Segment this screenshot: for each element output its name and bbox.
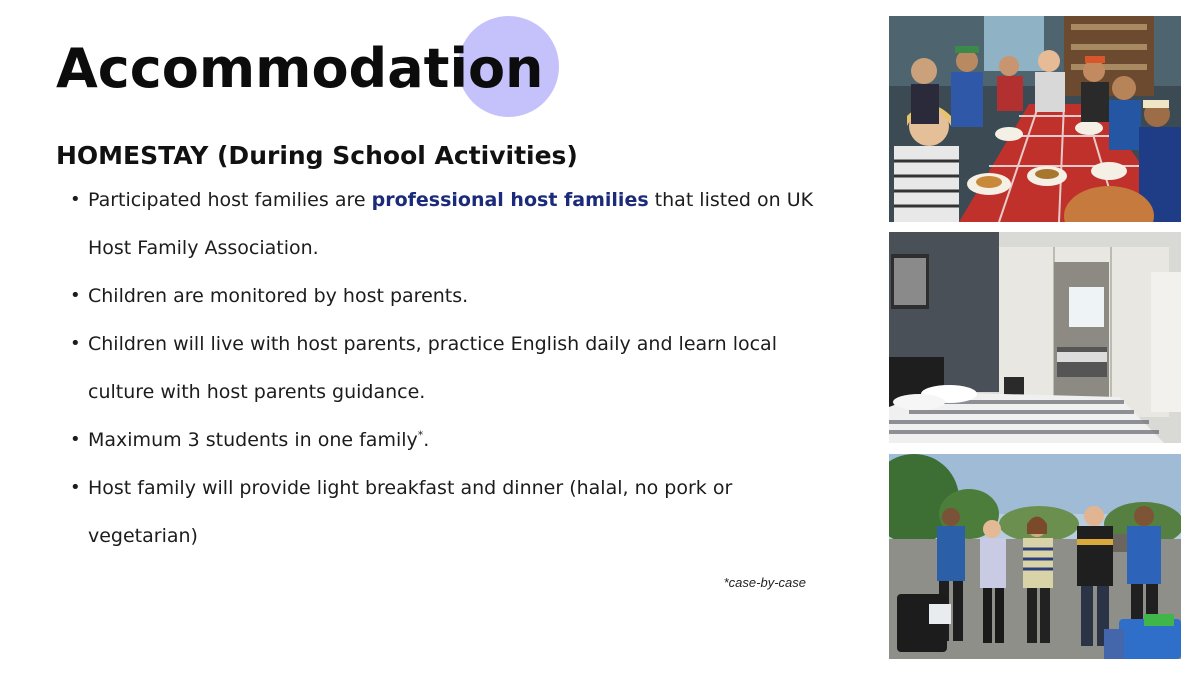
- bullet-text: Children are monitored by host parents.: [88, 285, 469, 307]
- photo-bedroom: [889, 232, 1181, 443]
- bullet-text: Children will live with host parents, practice English daily and learn local culture with host parents guidance.: [88, 333, 777, 403]
- bullet-item: [70, 176, 840, 272]
- photo-dinner-table: [889, 16, 1181, 222]
- highlighted-text: professional host families: [371, 189, 649, 211]
- bullet-text: that listed on UK Host Family Association.: [88, 189, 814, 259]
- bullet-item: [70, 320, 840, 416]
- footnote: *case-by-case: [723, 575, 806, 590]
- page-title: Accommodation: [56, 37, 544, 100]
- bullet-item: [70, 416, 840, 464]
- bullet-item: [70, 464, 840, 560]
- bullet-text: Participated host families are: [88, 189, 372, 211]
- bullet-text: Maximum 3 students in one family: [88, 429, 418, 451]
- bullet-item: [70, 272, 840, 320]
- bullet-list: [70, 176, 840, 560]
- photo-group: [889, 454, 1181, 659]
- footnote-marker: *: [417, 428, 424, 442]
- section-subtitle: HOMESTAY (During School Activities): [56, 141, 578, 170]
- bullet-text: Host family will provide light breakfast and dinner (halal, no pork or vegetarian): [88, 477, 733, 547]
- bullet-text: .: [423, 429, 430, 451]
